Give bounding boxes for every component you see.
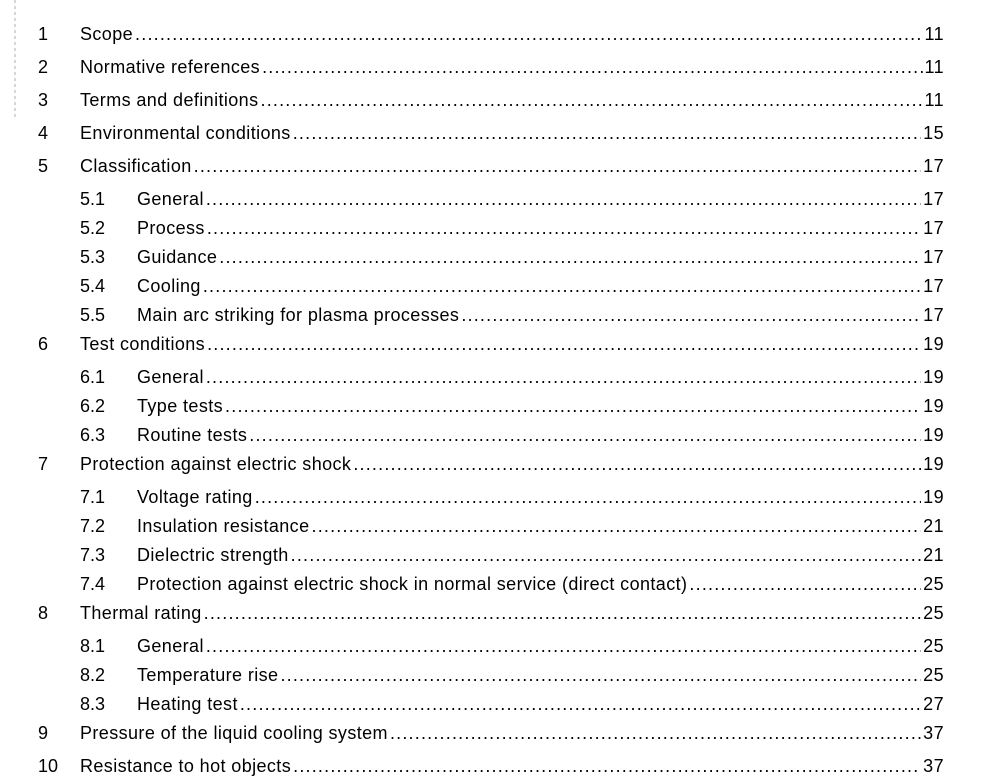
toc-dot-leader (135, 21, 922, 47)
toc-entry-page-number[interactable]: 17 (923, 218, 944, 238)
toc-entry-line (80, 120, 944, 146)
toc-entry[interactable] (0, 484, 990, 510)
toc-entry-line (137, 273, 944, 299)
toc-entry-number: 6.1 (80, 367, 106, 387)
toc-entry-page-number[interactable]: 19 (923, 396, 944, 416)
toc-entry[interactable] (0, 542, 990, 568)
toc-entry[interactable] (0, 571, 990, 597)
toc-entry-number: 1 (38, 24, 49, 44)
toc-entry-line (80, 331, 944, 357)
toc-entry-line (137, 422, 944, 448)
toc-entry-page-number[interactable]: 17 (923, 247, 944, 267)
toc-entry-title[interactable]: Environmental conditions (80, 123, 291, 143)
toc-entry-number: 4 (38, 123, 49, 143)
toc-dot-leader (206, 633, 921, 659)
toc-entry-number: 6 (38, 334, 49, 354)
toc-entry-number: 5.4 (80, 276, 106, 296)
toc-entry-number: 5 (38, 156, 49, 176)
toc-entry[interactable] (0, 513, 990, 539)
toc-dot-leader (240, 691, 921, 717)
toc-entry-line (137, 691, 944, 717)
toc-entry-page-number[interactable]: 11 (924, 24, 944, 44)
toc-entry-title[interactable]: Terms and definitions (80, 90, 259, 110)
toc-entry-title[interactable]: General (137, 367, 204, 387)
toc-entry-page-number[interactable]: 21 (923, 516, 944, 536)
toc-dot-leader (206, 364, 921, 390)
toc-entry[interactable] (0, 153, 990, 179)
toc-dot-leader (262, 54, 922, 80)
toc-entry-page-number[interactable]: 25 (923, 574, 944, 594)
toc-entry-line (137, 215, 944, 241)
toc-entry-line (137, 484, 944, 510)
toc-entry-page-number[interactable]: 15 (923, 123, 944, 143)
toc-entry[interactable] (0, 120, 990, 146)
toc-entry-number: 7.3 (80, 545, 106, 565)
toc-entry[interactable] (0, 302, 990, 328)
toc-entry-number: 6.3 (80, 425, 106, 445)
toc-entry[interactable] (0, 186, 990, 212)
toc-entry[interactable] (0, 21, 990, 47)
toc-entry-line (80, 753, 944, 779)
toc-dot-leader (207, 331, 921, 357)
toc-entry-number: 8 (38, 603, 49, 623)
toc-entry-page-number[interactable]: 11 (924, 90, 944, 110)
toc-dot-leader (293, 753, 921, 779)
toc-entry-page-number[interactable]: 21 (923, 545, 944, 565)
toc-entry-title[interactable]: Voltage rating (137, 487, 253, 507)
toc-entry-line (80, 451, 944, 477)
toc-entry-page-number[interactable]: 19 (923, 334, 944, 354)
toc-entry-number: 6.2 (80, 396, 106, 416)
toc-entry-number: 2 (38, 57, 49, 77)
toc-entry-title[interactable]: Process (137, 218, 205, 238)
toc-entry-number: 7.2 (80, 516, 106, 536)
toc-entry-line (137, 393, 944, 419)
toc-entry-number: 5.2 (80, 218, 106, 238)
toc-entry-number: 5.3 (80, 247, 106, 267)
toc-entry-number: 8.1 (80, 636, 106, 656)
toc-entry-line (80, 54, 944, 80)
toc-entry-title[interactable]: Classification (80, 156, 192, 176)
toc-entry-title[interactable]: Protection against electric shock in normal service (direct contact) (137, 574, 688, 594)
toc-dot-leader (280, 662, 921, 688)
toc-entry-title[interactable]: Pressure of the liquid cooling system (80, 723, 388, 743)
toc-entry-line (80, 600, 944, 626)
toc-entry[interactable] (0, 215, 990, 241)
toc-entry-page-number[interactable]: 11 (924, 57, 944, 77)
toc-entry-line (80, 87, 944, 113)
toc-entry-line (137, 244, 944, 270)
toc-entry-page-number[interactable]: 17 (923, 305, 944, 325)
toc-entry-number: 8.2 (80, 665, 106, 685)
toc-entry-title[interactable]: General (137, 189, 204, 209)
toc-entry-number: 10 (38, 756, 59, 776)
toc-entry-title[interactable]: Protection against electric shock (80, 454, 352, 474)
toc-entry[interactable] (0, 691, 990, 717)
toc-entry-number: 9 (38, 723, 49, 743)
toc-entry[interactable] (0, 753, 990, 779)
toc-entry-number: 8.3 (80, 694, 106, 714)
toc-dot-leader (312, 513, 922, 539)
toc-entry[interactable] (0, 422, 990, 448)
toc-entry-page-number[interactable]: 19 (923, 454, 944, 474)
toc-entry-line (137, 633, 944, 659)
toc-dot-leader (249, 422, 921, 448)
toc-entry-title[interactable]: Temperature rise (137, 665, 279, 685)
toc-entry-title[interactable]: Resistance to hot objects (80, 756, 292, 776)
toc-entry[interactable] (0, 364, 990, 390)
toc-entry[interactable] (0, 54, 990, 80)
toc-entry-page-number[interactable]: 19 (923, 487, 944, 507)
toc-entry-title[interactable]: Cooling (137, 276, 201, 296)
toc-entry-number: 5.1 (80, 189, 106, 209)
toc-entry-page-number[interactable]: 25 (923, 603, 944, 623)
toc-entry[interactable] (0, 273, 990, 299)
toc-entry[interactable] (0, 244, 990, 270)
toc-entry-line (137, 513, 944, 539)
toc-dot-leader (293, 120, 921, 146)
toc-entry[interactable] (0, 720, 990, 746)
toc-entry-number: 5.5 (80, 305, 106, 325)
toc-entry-number: 7.1 (80, 487, 106, 507)
toc-entry-page-number[interactable]: 17 (923, 276, 944, 296)
toc-entry-title[interactable]: Heating test (137, 694, 238, 714)
toc-dot-leader (225, 393, 921, 419)
toc-dot-leader (255, 484, 921, 510)
toc-entry-page-number[interactable]: 17 (923, 156, 944, 176)
toc-dot-leader (203, 273, 921, 299)
toc-entry-number: 3 (38, 90, 49, 110)
toc-entry[interactable] (0, 331, 990, 357)
toc-entry-title[interactable]: Normative references (80, 57, 261, 77)
toc-entry-number: 7 (38, 454, 49, 474)
toc-entry-title[interactable]: Main arc striking for plasma processes (137, 305, 460, 325)
toc-entry-title[interactable]: General (137, 636, 204, 656)
toc-entry[interactable] (0, 600, 990, 626)
toc-entry-line (137, 302, 944, 328)
toc-dot-leader (390, 720, 921, 746)
toc-entry-page-number[interactable]: 19 (923, 425, 944, 445)
toc-dot-leader (689, 571, 921, 597)
toc-entry-line (137, 662, 944, 688)
toc-entry[interactable] (0, 87, 990, 113)
toc-entry-line (137, 571, 944, 597)
toc-entry[interactable] (0, 393, 990, 419)
toc-entry-line (137, 364, 944, 390)
toc-entry-title[interactable]: Type tests (137, 396, 224, 416)
toc-entry-title[interactable]: Thermal rating (80, 603, 202, 623)
toc-dot-leader (261, 87, 923, 113)
toc-entry-line (80, 153, 944, 179)
toc-entry-line (80, 21, 944, 47)
toc-entry-page-number[interactable]: 17 (923, 189, 944, 209)
toc-entry-page-number[interactable]: 37 (923, 723, 944, 743)
toc-dot-leader (194, 153, 922, 179)
toc-entry-title[interactable]: Dielectric strength (137, 545, 289, 565)
toc-dot-leader (461, 302, 921, 328)
toc-entry-page-number[interactable]: 25 (923, 636, 944, 656)
toc-entry-page-number[interactable]: 37 (923, 756, 944, 776)
toc-entry-title[interactable]: Test conditions (80, 334, 206, 354)
toc-entry-page-number[interactable]: 27 (923, 694, 944, 714)
toc-entry-line (80, 720, 944, 746)
toc-dot-leader (204, 600, 922, 626)
toc-entry-title[interactable]: Scope (80, 24, 134, 44)
toc-entry-number: 7.4 (80, 574, 106, 594)
toc-entry-page-number[interactable]: 25 (923, 665, 944, 685)
toc-dot-leader (207, 215, 921, 241)
toc-entry[interactable] (0, 633, 990, 659)
toc-entry-title[interactable]: Routine tests (137, 425, 248, 445)
toc-entry-title[interactable]: Guidance (137, 247, 218, 267)
toc-entry-line (137, 542, 944, 568)
toc-dot-leader (219, 244, 921, 270)
toc-entry[interactable] (0, 662, 990, 688)
toc-entry-page-number[interactable]: 19 (923, 367, 944, 387)
toc-entry-line (137, 186, 944, 212)
toc-dot-leader (206, 186, 921, 212)
toc-dot-leader (353, 451, 921, 477)
toc-dot-leader (291, 542, 922, 568)
toc-entry[interactable] (0, 451, 990, 477)
toc-entry-title[interactable]: Insulation resistance (137, 516, 310, 536)
